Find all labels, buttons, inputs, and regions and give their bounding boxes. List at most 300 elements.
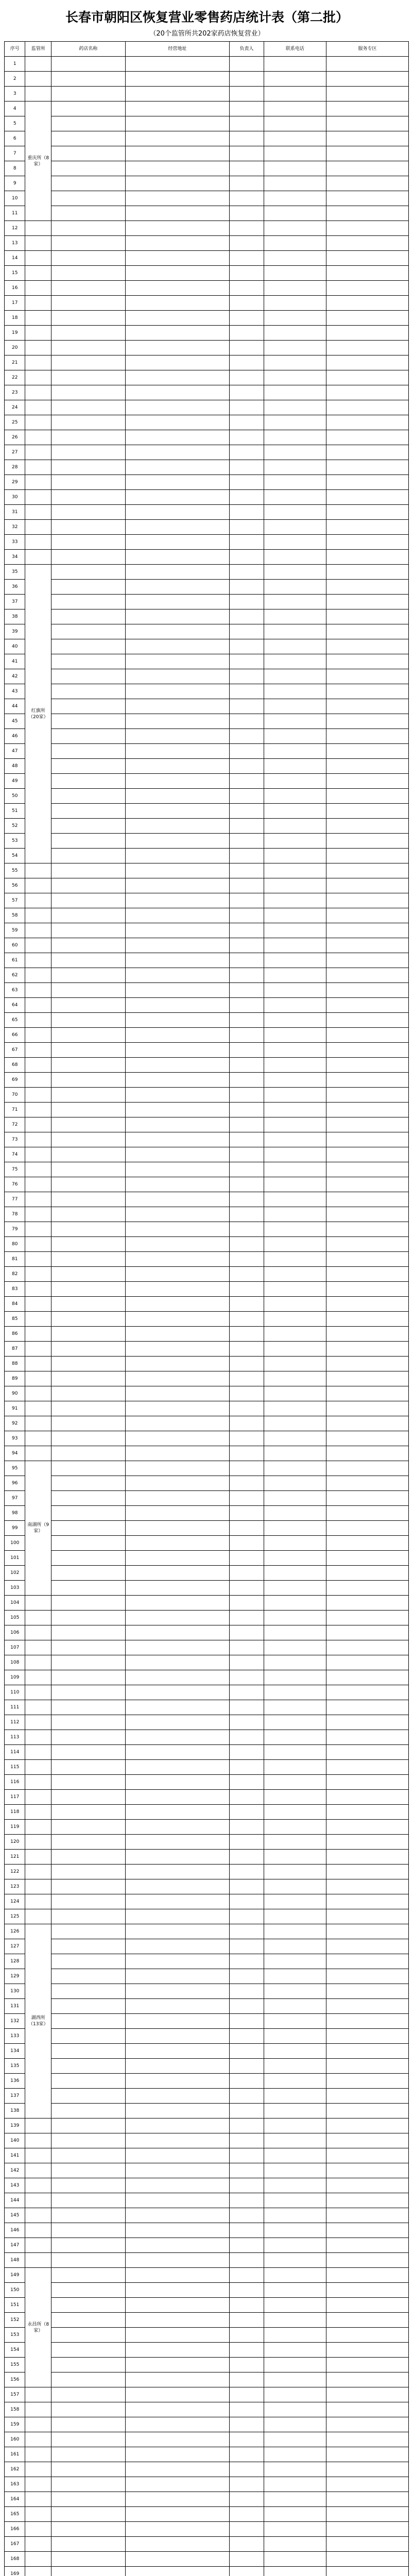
pharmacy-name-cell <box>51 1117 126 1132</box>
manager-cell <box>229 1058 264 1073</box>
manager-cell <box>229 1730 264 1745</box>
table-row <box>5 281 409 296</box>
manager-cell <box>229 834 264 849</box>
pharmacy-name-cell <box>51 221 126 236</box>
row-number: 1 <box>5 57 25 72</box>
service-area-cell <box>326 2432 409 2447</box>
row-number: 92 <box>5 1416 25 1431</box>
manager-cell <box>229 1775 264 1790</box>
service-area-cell <box>326 2119 409 2133</box>
column-header: 监管所 <box>25 42 51 57</box>
phone-cell <box>264 1192 326 1207</box>
phone-cell <box>264 2432 326 2447</box>
row-number: 42 <box>5 669 25 684</box>
office-cell <box>25 1043 51 1058</box>
phone-cell <box>264 1282 326 1297</box>
manager-cell <box>229 1760 264 1775</box>
phone-cell <box>264 2387 326 2402</box>
address-cell <box>125 131 229 146</box>
manager-cell <box>229 804 264 819</box>
table-row <box>5 1162 409 1177</box>
table-row <box>5 2552 409 2567</box>
office-cell <box>25 1117 51 1132</box>
phone-cell <box>264 1222 326 1237</box>
service-area-cell <box>326 2163 409 2178</box>
table-row <box>5 729 409 744</box>
table-row <box>5 2343 409 2358</box>
row-number: 66 <box>5 1028 25 1043</box>
table-row <box>5 2387 409 2402</box>
address-cell <box>125 744 229 759</box>
table-row <box>5 624 409 639</box>
service-area-cell <box>326 1850 409 1865</box>
manager-cell <box>229 311 264 326</box>
phone-cell <box>264 1655 326 1670</box>
address-cell <box>125 1222 229 1237</box>
pharmacy-name-cell <box>51 266 126 281</box>
phone-cell <box>264 2163 326 2178</box>
row-number: 37 <box>5 595 25 609</box>
manager-cell <box>229 131 264 146</box>
table-row <box>5 2447 409 2462</box>
row-number: 89 <box>5 1371 25 1386</box>
table-row <box>5 206 409 221</box>
address-cell <box>125 908 229 923</box>
phone-cell <box>264 1132 326 1147</box>
column-header: 经营地址 <box>125 42 229 57</box>
pharmacy-name-cell <box>51 1461 126 1476</box>
table-row <box>5 161 409 176</box>
row-number: 127 <box>5 1939 25 1954</box>
table-row <box>5 1954 409 1969</box>
table-row <box>5 2074 409 2089</box>
manager-cell <box>229 1386 264 1401</box>
table-row <box>5 639 409 654</box>
manager-cell <box>229 460 264 475</box>
service-area-cell <box>326 2193 409 2208</box>
office-cell <box>25 1192 51 1207</box>
address-cell <box>125 1207 229 1222</box>
manager-cell <box>229 2522 264 2537</box>
row-number: 102 <box>5 1566 25 1581</box>
service-area-cell <box>326 1207 409 1222</box>
row-number: 52 <box>5 819 25 834</box>
service-area-cell <box>326 2358 409 2372</box>
office-cell <box>25 1401 51 1416</box>
office-cell <box>25 1879 51 1894</box>
service-area-cell <box>326 1177 409 1192</box>
address-cell <box>125 699 229 714</box>
table-row <box>5 445 409 460</box>
table-row <box>5 191 409 206</box>
office-cell <box>25 998 51 1013</box>
phone-cell <box>264 774 326 789</box>
phone-cell <box>264 2552 326 2567</box>
row-number: 11 <box>5 206 25 221</box>
office-cell <box>25 1909 51 1924</box>
address-cell <box>125 445 229 460</box>
service-area-cell <box>326 1581 409 1596</box>
phone-cell <box>264 2223 326 2238</box>
phone-cell <box>264 609 326 624</box>
table-row <box>5 1611 409 1625</box>
address-cell <box>125 729 229 744</box>
row-number: 162 <box>5 2462 25 2477</box>
table-row <box>5 1790 409 1805</box>
service-area-cell <box>326 101 409 116</box>
manager-cell <box>229 2492 264 2507</box>
service-area-cell <box>326 1566 409 1581</box>
office-cell <box>25 1760 51 1775</box>
service-area-cell <box>326 2074 409 2089</box>
row-number: 163 <box>5 2477 25 2492</box>
office-cell <box>25 953 51 968</box>
row-number: 148 <box>5 2253 25 2268</box>
service-area-cell <box>326 1312 409 1327</box>
row-number: 105 <box>5 1611 25 1625</box>
office-cell <box>25 2507 51 2522</box>
service-area-cell <box>326 2328 409 2343</box>
row-number: 25 <box>5 415 25 430</box>
manager-cell <box>229 2358 264 2372</box>
address-cell <box>125 2313 229 2328</box>
address-cell <box>125 206 229 221</box>
pharmacy-name-cell <box>51 580 126 595</box>
phone-cell <box>264 535 326 550</box>
office-cell <box>25 370 51 385</box>
manager-cell <box>229 1611 264 1625</box>
address-cell <box>125 1461 229 1476</box>
table-row <box>5 2148 409 2163</box>
phone-cell <box>264 595 326 609</box>
pharmacy-name-cell <box>51 400 126 415</box>
office-cell <box>25 1416 51 1431</box>
pharmacy-name-cell <box>51 2193 126 2208</box>
manager-cell <box>229 849 264 863</box>
service-area-cell <box>326 744 409 759</box>
service-area-cell <box>326 1999 409 2014</box>
service-area-cell <box>326 654 409 669</box>
pharmacy-name-cell <box>51 1820 126 1835</box>
manager-cell <box>229 2208 264 2223</box>
address-cell <box>125 1700 229 1715</box>
address-cell <box>125 923 229 938</box>
office-cell <box>25 2253 51 2268</box>
table-row <box>5 684 409 699</box>
row-number: 71 <box>5 1103 25 1117</box>
manager-cell <box>229 475 264 490</box>
pharmacy-name-cell <box>51 146 126 161</box>
pharmacy-name-cell <box>51 1342 126 1357</box>
office-cell: 湖西所（13家） <box>25 1924 51 2119</box>
pharmacy-name-cell <box>51 1088 126 1103</box>
row-number: 165 <box>5 2507 25 2522</box>
row-number: 139 <box>5 2119 25 2133</box>
office-cell <box>25 2447 51 2462</box>
phone-cell <box>264 2074 326 2089</box>
service-area-cell <box>326 1386 409 1401</box>
table-row <box>5 2014 409 2029</box>
service-area-cell <box>326 1939 409 1954</box>
address-cell <box>125 2014 229 2029</box>
phone-cell <box>264 953 326 968</box>
phone-cell <box>264 2104 326 2119</box>
phone-cell <box>264 1536 326 1551</box>
service-area-cell <box>326 834 409 849</box>
row-number: 35 <box>5 565 25 580</box>
manager-cell <box>229 146 264 161</box>
pharmacy-name-cell <box>51 1491 126 1506</box>
phone-cell <box>264 1865 326 1879</box>
office-cell <box>25 923 51 938</box>
phone-cell <box>264 1371 326 1386</box>
address-cell <box>125 251 229 266</box>
service-area-cell <box>326 2208 409 2223</box>
address-cell <box>125 804 229 819</box>
manager-cell <box>229 72 264 87</box>
address-cell <box>125 1805 229 1820</box>
manager-cell <box>229 1491 264 1506</box>
row-number: 43 <box>5 684 25 699</box>
office-cell <box>25 1267 51 1282</box>
table-row <box>5 1282 409 1297</box>
row-number: 29 <box>5 475 25 490</box>
office-cell <box>25 863 51 878</box>
service-area-cell <box>326 669 409 684</box>
service-area-cell <box>326 1461 409 1476</box>
address-cell <box>125 2492 229 2507</box>
table-row <box>5 385 409 400</box>
row-number: 116 <box>5 1775 25 1790</box>
phone-cell <box>264 2044 326 2059</box>
manager-cell <box>229 654 264 669</box>
pharmacy-name-cell <box>51 460 126 475</box>
service-area-cell <box>326 161 409 176</box>
phone-cell <box>264 1596 326 1611</box>
address-cell <box>125 2044 229 2059</box>
phone-cell <box>264 1775 326 1790</box>
table-row <box>5 1491 409 1506</box>
phone-cell <box>264 161 326 176</box>
office-cell <box>25 1177 51 1192</box>
office-cell <box>25 266 51 281</box>
office-cell <box>25 1596 51 1611</box>
office-cell <box>25 1894 51 1909</box>
manager-cell <box>229 176 264 191</box>
address-cell <box>125 2119 229 2133</box>
table-row <box>5 1894 409 1909</box>
service-area-cell <box>326 221 409 236</box>
service-area-cell <box>326 1670 409 1685</box>
address-cell <box>125 1536 229 1551</box>
address-cell <box>125 1969 229 1984</box>
pharmacy-name-cell <box>51 789 126 804</box>
office-cell <box>25 281 51 296</box>
phone-cell <box>264 2492 326 2507</box>
office-cell <box>25 2492 51 2507</box>
manager-cell <box>229 2074 264 2089</box>
row-number: 45 <box>5 714 25 729</box>
address-cell <box>125 2298 229 2313</box>
address-cell <box>125 236 229 251</box>
table-row <box>5 1715 409 1730</box>
office-cell <box>25 1715 51 1730</box>
manager-cell <box>229 2059 264 2074</box>
manager-cell <box>229 759 264 774</box>
address-cell <box>125 1954 229 1969</box>
service-area-cell <box>326 385 409 400</box>
service-area-cell <box>326 1327 409 1342</box>
service-area-cell <box>326 430 409 445</box>
manager-cell <box>229 1670 264 1685</box>
pharmacy-name-cell <box>51 1327 126 1342</box>
table-header-row <box>5 42 409 57</box>
phone-cell <box>264 1267 326 1282</box>
pharmacy-name-cell <box>51 849 126 863</box>
address-cell <box>125 834 229 849</box>
pharmacy-name-cell <box>51 2417 126 2432</box>
office-cell <box>25 311 51 326</box>
address-cell <box>125 2567 229 2576</box>
row-number: 31 <box>5 505 25 520</box>
manager-cell <box>229 1999 264 2014</box>
row-number: 138 <box>5 2104 25 2119</box>
row-number: 51 <box>5 804 25 819</box>
row-number: 21 <box>5 355 25 370</box>
table-row <box>5 221 409 236</box>
table-row <box>5 475 409 490</box>
pharmacy-name-cell <box>51 863 126 878</box>
phone-cell <box>264 2537 326 2552</box>
manager-cell <box>229 595 264 609</box>
row-number: 169 <box>5 2567 25 2576</box>
phone-cell <box>264 1117 326 1132</box>
address-cell <box>125 2507 229 2522</box>
address-cell <box>125 176 229 191</box>
service-area-cell <box>326 1640 409 1655</box>
manager-cell <box>229 520 264 535</box>
row-number: 141 <box>5 2148 25 2163</box>
service-area-cell <box>326 819 409 834</box>
address-cell <box>125 1865 229 1879</box>
service-area-cell <box>326 281 409 296</box>
pharmacy-name-cell <box>51 2522 126 2537</box>
table-row <box>5 400 409 415</box>
office-cell: 南湖所（9家） <box>25 1461 51 1596</box>
manager-cell <box>229 355 264 370</box>
service-area-cell <box>326 938 409 953</box>
phone-cell <box>264 370 326 385</box>
address-cell <box>125 1924 229 1939</box>
table-row <box>5 1342 409 1357</box>
manager-cell <box>229 445 264 460</box>
row-number: 167 <box>5 2537 25 2552</box>
phone-cell <box>264 2208 326 2223</box>
phone-cell <box>264 2477 326 2492</box>
pharmacy-name-cell <box>51 2372 126 2387</box>
table-row <box>5 2208 409 2223</box>
service-area-cell <box>326 2148 409 2163</box>
phone-cell <box>264 2268 326 2283</box>
office-cell <box>25 2178 51 2193</box>
service-area-cell <box>326 1685 409 1700</box>
pharmacy-name-cell <box>51 131 126 146</box>
row-number: 9 <box>5 176 25 191</box>
phone-cell <box>264 1327 326 1342</box>
service-area-cell <box>326 804 409 819</box>
service-area-cell <box>326 923 409 938</box>
address-cell <box>125 191 229 206</box>
row-number: 132 <box>5 2014 25 2029</box>
address-cell <box>125 2208 229 2223</box>
address-cell <box>125 2029 229 2044</box>
table-row <box>5 341 409 355</box>
office-cell <box>25 1730 51 1745</box>
row-number: 159 <box>5 2417 25 2432</box>
table-row <box>5 1596 409 1611</box>
office-cell <box>25 1237 51 1252</box>
manager-cell <box>229 983 264 998</box>
service-area-cell <box>326 236 409 251</box>
service-area-cell <box>326 176 409 191</box>
address-cell <box>125 669 229 684</box>
manager-cell <box>229 1909 264 1924</box>
manager-cell <box>229 161 264 176</box>
address-cell <box>125 2387 229 2402</box>
manager-cell <box>229 1745 264 1760</box>
service-area-cell <box>326 2462 409 2477</box>
manager-cell <box>229 998 264 1013</box>
address-cell <box>125 1640 229 1655</box>
address-cell <box>125 1999 229 2014</box>
address-cell <box>125 1431 229 1446</box>
table-row <box>5 580 409 595</box>
phone-cell <box>264 2462 326 2477</box>
table-row <box>5 953 409 968</box>
service-area-cell <box>326 863 409 878</box>
manager-cell <box>229 2387 264 2402</box>
row-number: 12 <box>5 221 25 236</box>
pharmacy-name-cell <box>51 1132 126 1147</box>
manager-cell <box>229 1551 264 1566</box>
phone-cell <box>264 1013 326 1028</box>
manager-cell <box>229 1222 264 1237</box>
phone-cell <box>264 550 326 565</box>
address-cell <box>125 1506 229 1521</box>
service-area-cell <box>326 1835 409 1850</box>
manager-cell <box>229 2193 264 2208</box>
pharmacy-name-cell <box>51 1297 126 1312</box>
phone-cell <box>264 2253 326 2268</box>
office-cell <box>25 296 51 311</box>
row-number: 151 <box>5 2298 25 2313</box>
address-cell <box>125 1297 229 1312</box>
address-cell <box>125 1790 229 1805</box>
pharmacy-name-cell <box>51 893 126 908</box>
pharmacy-name-cell <box>51 1700 126 1715</box>
address-cell <box>125 1162 229 1177</box>
pharmacy-name-cell <box>51 2163 126 2178</box>
row-number: 166 <box>5 2522 25 2537</box>
row-number: 109 <box>5 1670 25 1685</box>
pharmacy-name-cell <box>51 1745 126 1760</box>
row-number: 75 <box>5 1162 25 1177</box>
table-row <box>5 2283 409 2298</box>
phone-cell <box>264 72 326 87</box>
manager-cell <box>229 1566 264 1581</box>
address-cell <box>125 57 229 72</box>
phone-cell <box>264 1312 326 1327</box>
